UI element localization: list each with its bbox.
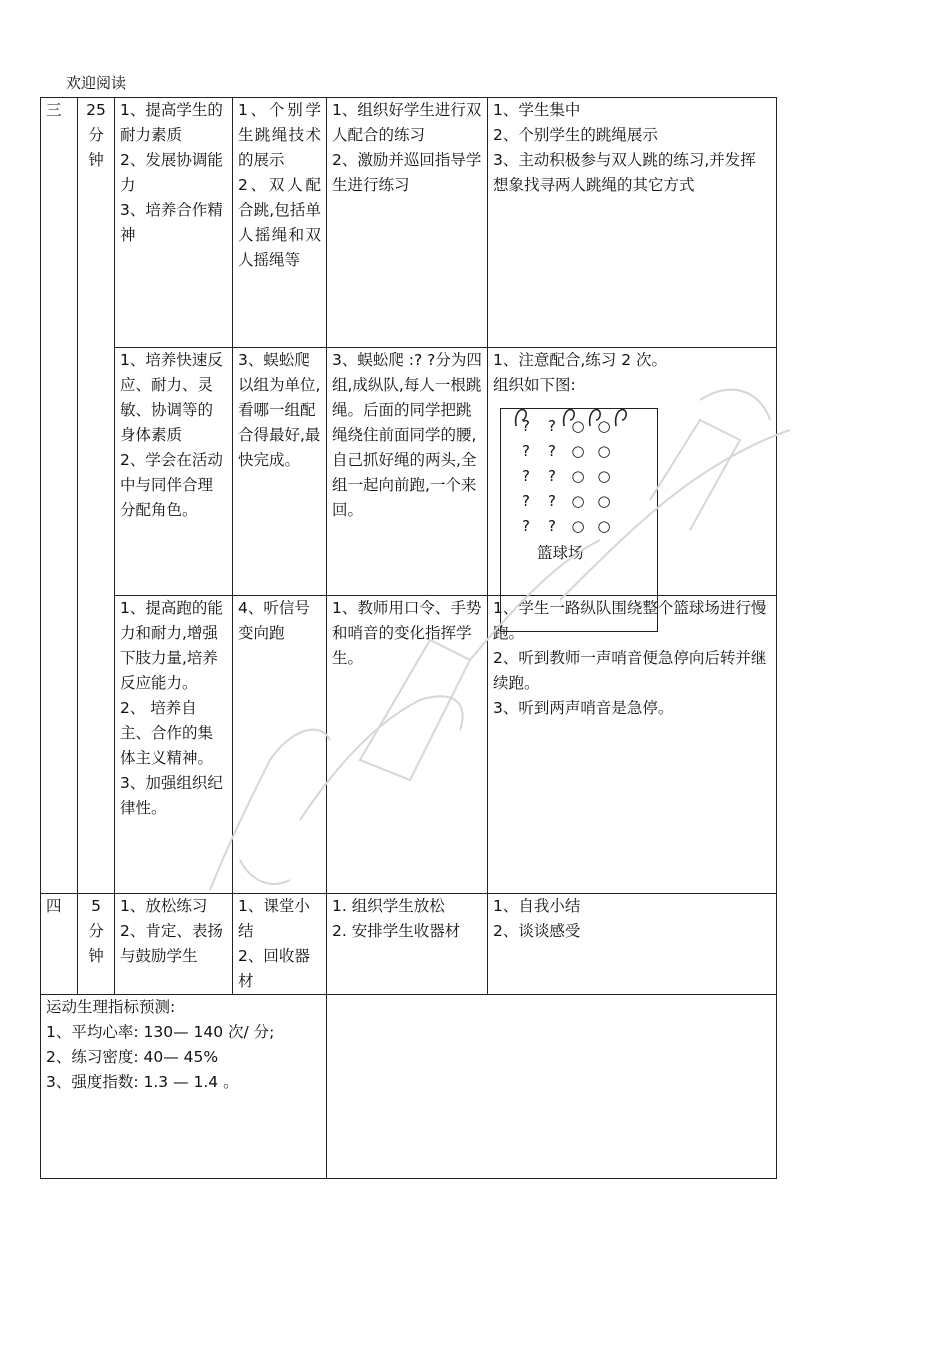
formation-row: ? ? ○ ○ [522,517,611,535]
teacher-cell: 3、蜈蚣爬 :? ?分为四组,成纵队,每人一根跳绳。后面的同学把跳绳绕住前面同学的腰,自己抓好绳的两头,全组一起向前跑,一个来回。 [327,348,488,596]
student-cell: 1、自我小结 2、谈谈感受 [488,894,777,995]
formation-row: ? ? ○ ○ [522,467,611,485]
indicators-title: 运动生理指标预测: [46,998,176,1016]
indicators-cell [41,995,327,1179]
indicator-item: 3、强度指数: 1.3 — 1.4 。 [46,1073,239,1091]
goal-cell: 1、放松练习 2、肯定、表扬与鼓励学生 [115,894,233,995]
rope-hook-icon [564,410,575,426]
indicator-item: 2、练习密度: 40— 45% [46,1048,219,1066]
blank-cell [327,995,777,1179]
teacher-cell: 1、组织好学生进行双人配合的练习 2、激励并巡回指导学生进行练习 [327,98,488,348]
formation-row: ? ? ○ ○ [522,417,611,435]
teacher-cell: 1. 组织学生放松 2. 安排学生收器材 [327,894,488,995]
header-note: 欢迎阅读 [66,74,127,92]
formation-diagram [500,408,658,632]
indicator-item: 1、平均心率: 130— 140 次/ 分; [46,1023,275,1041]
formation-row: ? ? ○ ○ [522,442,611,460]
table-row [41,894,777,995]
section-time: 25 分 钟 [78,98,115,894]
rope-hook-icons [512,404,642,434]
rope-hook-icon [516,410,527,426]
content-cell: 1、个别学生跳绳技术的展示 2、双人配合跳,包括单人摇绳和双人摇绳等 [233,98,327,348]
content-cell: 1、课堂小结 2、回收器材 [233,894,327,995]
section-number: 四 [41,894,78,995]
student-cell: 1、学生一路纵队围绕整个篮球场进行慢跑。 2、听到教师一声哨音便急停向后转并继续跑。 3、听到两声哨音是急停。 [488,596,777,894]
goal-cell: 1、提高跑的能力和耐力,增强下肢力量,培养反应能力。 2、 培养自主、合作的集体主义精神。 3、加强组织纪律性。 [115,596,233,894]
student-cell: 1、学生集中 2、个别学生的跳绳展示 3、主动积极参与双人跳的练习,并发挥想象找寻两人跳绳的其它方式 [488,98,777,348]
court-label: 篮球场 [537,544,584,562]
teacher-cell: 1、教师用口令、手势和哨音的变化指挥学生。 [327,596,488,894]
table-row [41,98,777,348]
content-cell: 4、听信号变向跑 [233,596,327,894]
content-cell: 3、蜈蚣爬 以组为单位,看哪一组配合得最好,最快完成。 [233,348,327,596]
goal-cell: 1、提高学生的耐力素质 2、发展协调能力 3、培养合作精神 [115,98,233,348]
student-cell: 1、注意配合,练习 2 次。 组织如下图: [488,348,777,596]
table-row [41,596,777,894]
table-row [41,348,777,596]
formation-row: ? ? ○ ○ [522,492,611,510]
section-time: 5 分 钟 [78,894,115,995]
rope-hook-icon [616,410,627,426]
lesson-plan-table [40,97,777,1179]
table-row [41,995,777,1179]
section-number: 三 [41,98,78,894]
rope-hook-icon [590,410,601,426]
goal-cell: 1、培养快速反应、耐力、灵敏、协调等的身体素质 2、学会在活动中与同伴合理分配角色。 [115,348,233,596]
